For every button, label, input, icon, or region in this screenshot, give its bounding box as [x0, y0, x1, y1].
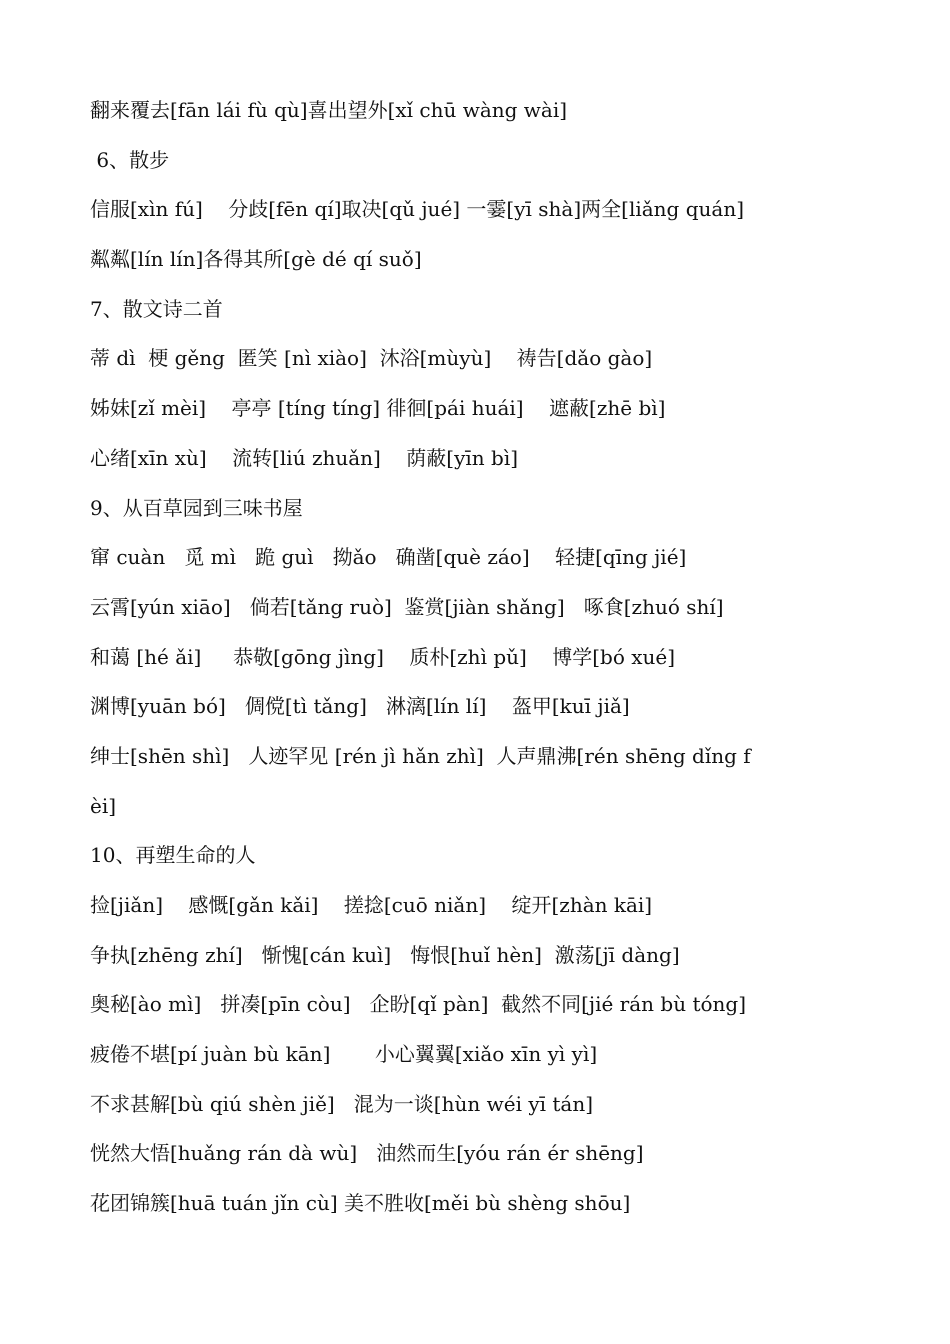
vocab-line: 奥秘[ào mì] 拼凑[pīn còu] 企盼[qǐ pàn] 截然不同[jié rán bù tóng] — [90, 992, 747, 1017]
section-heading-6: 6、散步 — [90, 147, 170, 172]
section-heading-9: 9、从百草园到三味书屋 — [90, 495, 303, 520]
vocab-line: 捡[jiǎn] 感慨[gǎn kǎi] 搓捻[cuō niǎn] 绽开[zhàn kāi] — [90, 893, 653, 917]
section-heading-7: 7、散文诗二首 — [90, 296, 223, 321]
vocab-line: 粼粼[lín lín]各得其所[gè dé qí suǒ] — [90, 247, 422, 272]
vocab-line: 姊妹[zǐ mèi] 亭亭 [tíng tíng] 徘徊[pái huái] 遮蔽[zhē bì] — [90, 396, 666, 421]
vocab-line: 窜 cuàn 觅 mì 跪 guì 拗ǎo 确凿[què záo] 轻捷[qīng jié] — [90, 545, 687, 570]
vocab-line: 信服[xìn fú] 分歧[fēn qí]取决[qǔ jué] 一霎[yī shà]两全[liǎng quán] — [90, 197, 745, 222]
vocab-line: 和蔼 [hé ǎi] 恭敬[gōng jìng] 质朴[zhì pǔ] 博学[bó xué] — [90, 644, 676, 669]
vocab-line: 翻来覆去[fān lái fù qù]喜出望外[xǐ chū wàng wài] — [90, 98, 568, 122]
document-page — [90, 86, 870, 1229]
vocab-line: 花团锦簇[huā tuán jǐn cù] 美不胜收[měi bù shèng shōu] — [90, 1191, 631, 1216]
vocab-line: 心绪[xīn xù] 流转[liú zhuǎn] 荫蔽[yīn bì] — [90, 445, 519, 470]
vocab-line: 渊博[yuān bó] 倜傥[tì tǎng] 淋漓[lín lí] 盔甲[kuī jiǎ] — [90, 694, 630, 719]
vocab-line: 疲倦不堪[pí juàn bù kān] 小心翼翼[xiǎo xīn yì yì] — [90, 1042, 598, 1067]
vocab-line-continuation: èi] — [90, 793, 117, 818]
vocab-line: 不求甚解[bù qiú shèn jiě] 混为一谈[hùn wéi yī tán] — [90, 1091, 594, 1116]
vocab-line: 绅士[shēn shì] 人迹罕见 [rén jì hǎn zhì] 人声鼎沸[rén shēng dǐng f — [90, 743, 751, 768]
vocab-line: 云霄[yún xiāo] 倘若[tǎng ruò] 鉴赏[jiàn shǎng] 啄食[zhuó shí] — [90, 594, 724, 619]
section-heading-10: 10、再塑生命的人 — [90, 843, 256, 868]
vocab-line: 蒂 dì 梗 gěng 匿笑 [nì xiào] 沐浴[mùyù] 祷告[dǎo gào] — [90, 346, 653, 371]
vocab-line: 争执[zhēng zhí] 惭愧[cán kuì] 悔恨[huǐ hèn] 激荡[jī dàng] — [90, 942, 680, 967]
vocab-line: 恍然大悟[huǎng rán dà wù] 油然而生[yóu rán ér shēng] — [90, 1141, 644, 1166]
